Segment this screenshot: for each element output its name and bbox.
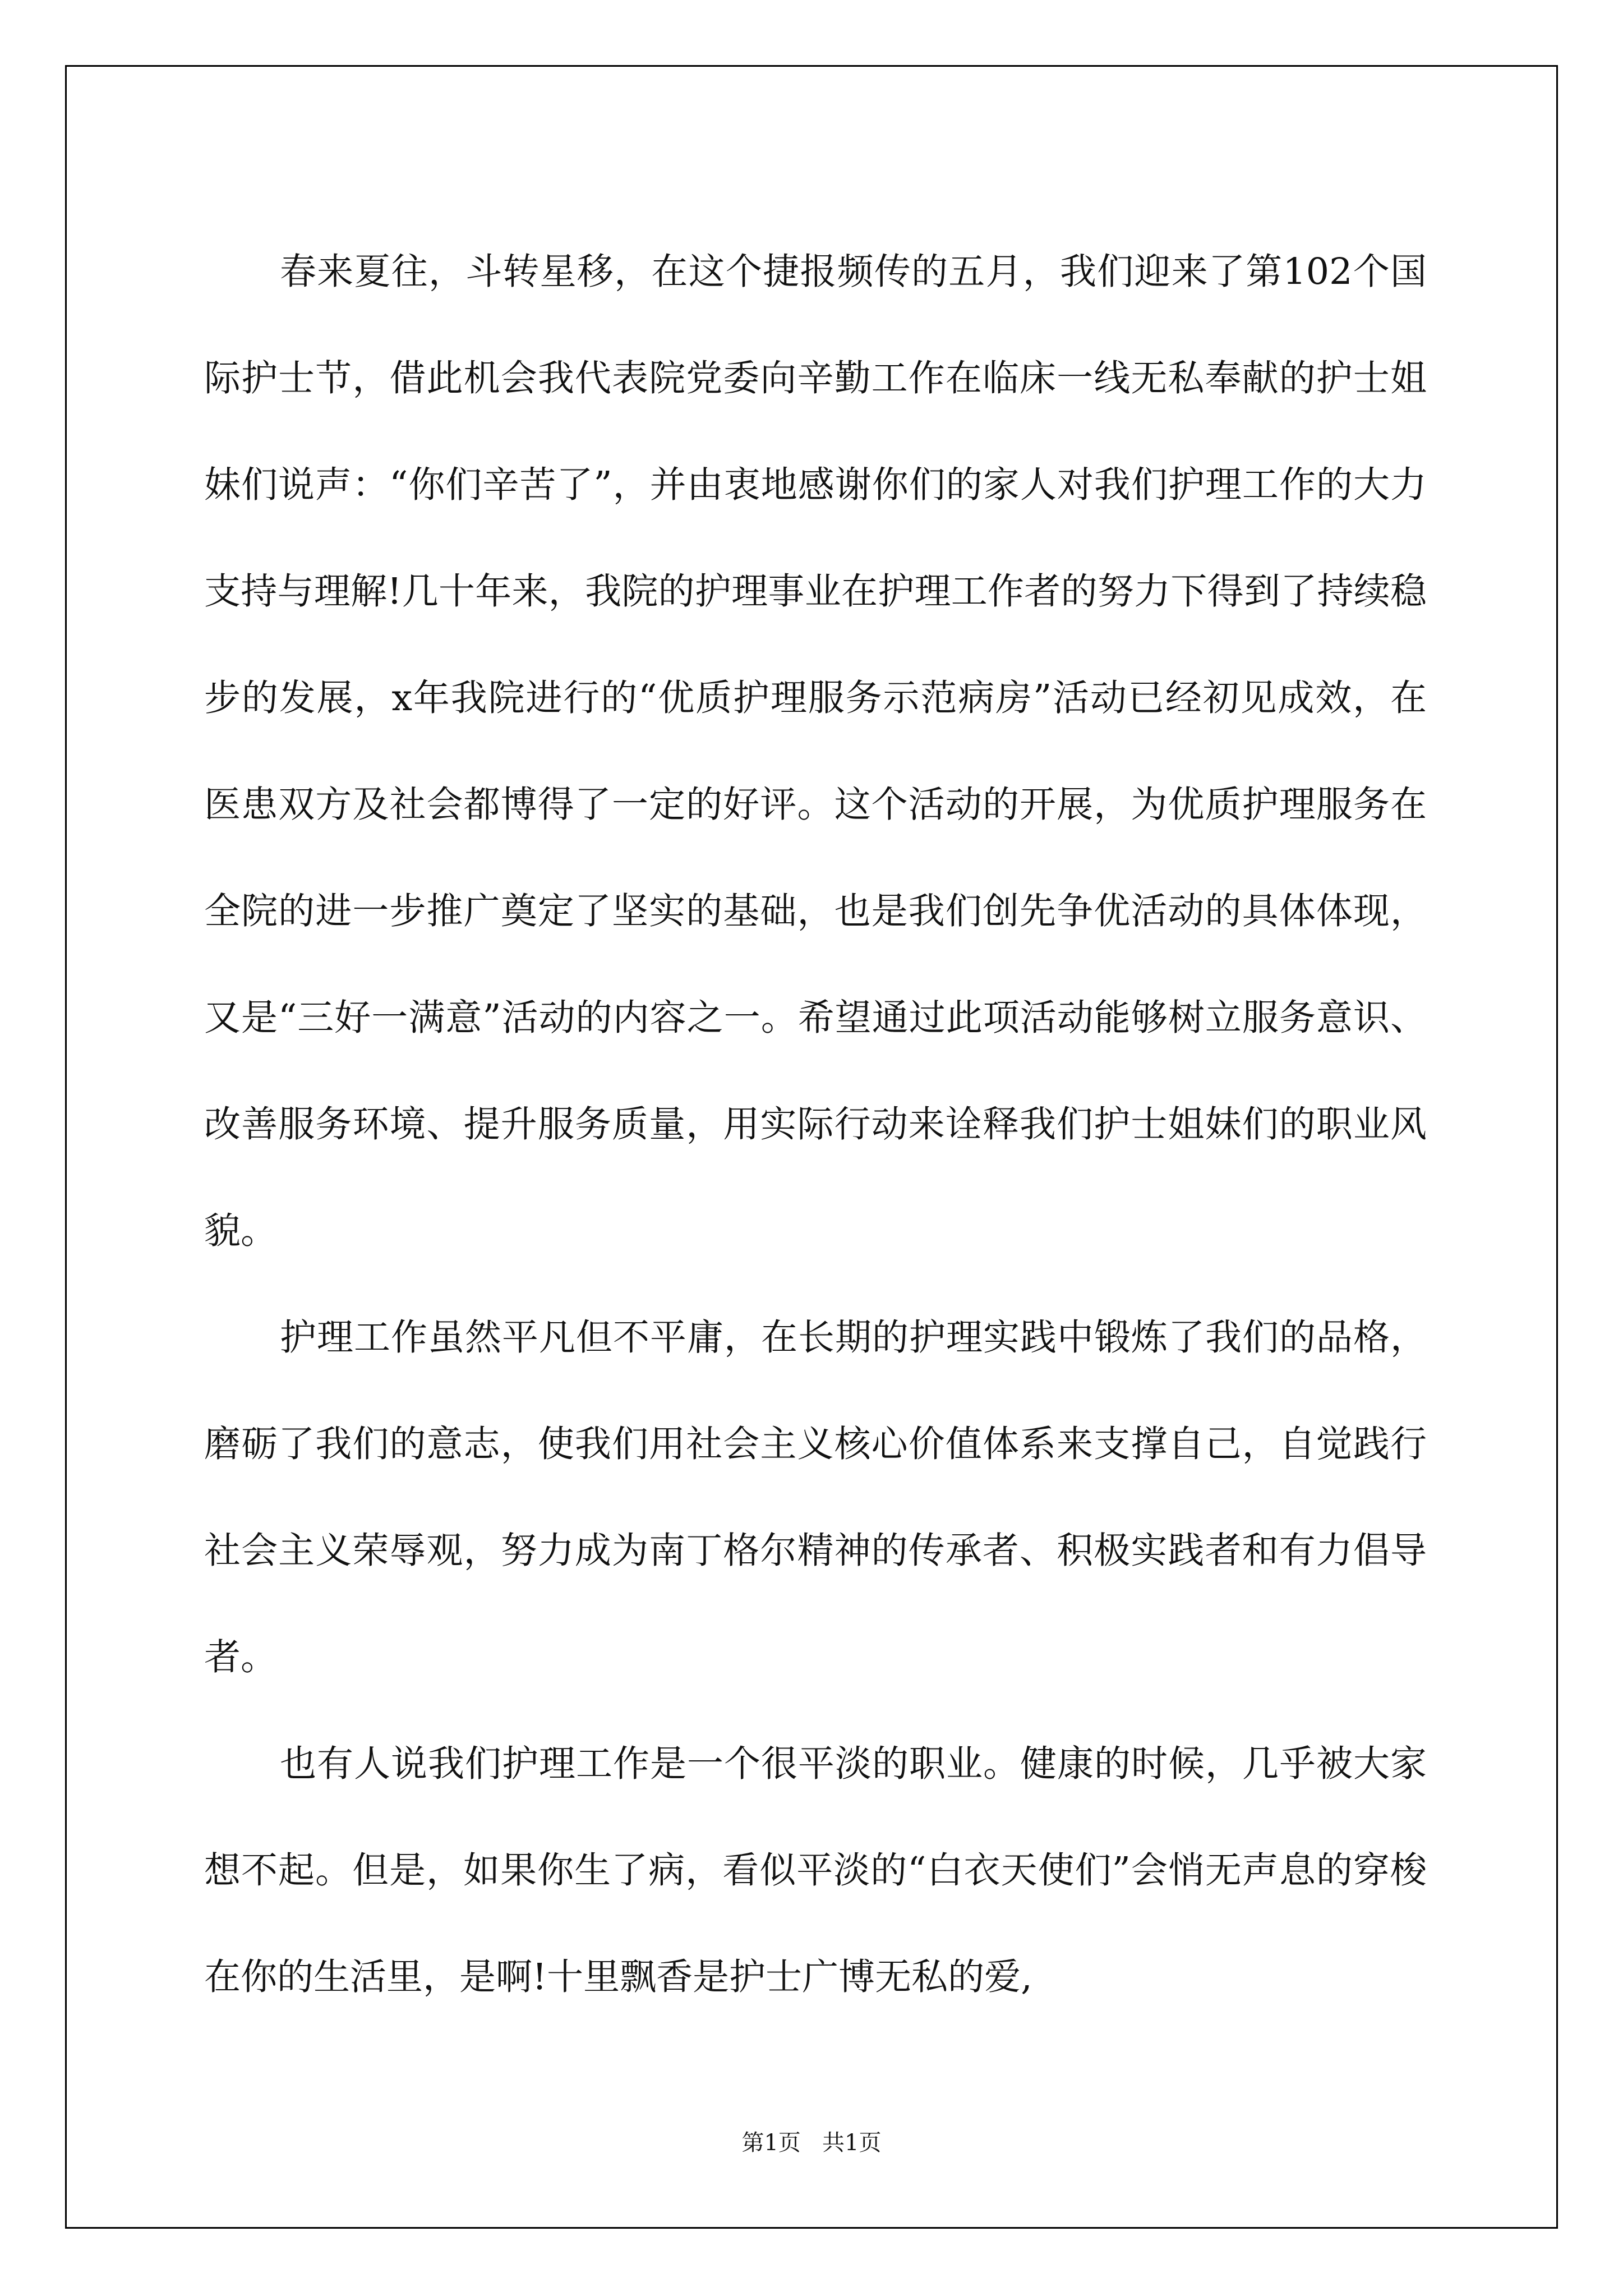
page-footer: 第1页 共1页: [741, 2130, 882, 2156]
paragraph: 春来夏往，斗转星移，在这个捷报频传的五月，我们迎来了第102个国际护士节，借此机会我代表院党委向辛勤工作在临床一线无私奉献的护士姐妹们说声：“你们辛苦了”，并由衷地感谢你们的家人对我们护理工作的大力支持与理解!几十年来，我院的护理事业在护理工作者的努力下得到了持续稳步的发展，x年我院进行的“优质护理服务示范病房”活动已经初见成效，在医患双方及社会都博得了一定的好评。这个活动的开展，为优质护理服务在全院的进一步推广奠定了坚实的基础，也是我们创先争优活动的具体体现，又是“三好一满意”活动的内容之一。希望通过此项活动能够树立服务意识、改善服务环境、提升服务质量，用实际行动来诠释我们护士姐妹们的职业风貌。: [204, 251, 1427, 1252]
paragraph: 护理工作虽然平凡但不平庸，在长期的护理实践中锻炼了我们的品格，磨砺了我们的意志，使我们用社会主义核心价值体系来支撑自己，自觉践行社会主义荣辱观，努力成为南丁格尔精神的传承者、积极实践者和有力倡导者。: [204, 1317, 1427, 1678]
paragraph: 也有人说我们护理工作是一个很平淡的职业。健康的时候，几乎被大家想不起。但是，如果你生了病，看似平淡的“白衣天使们”会悄无声息的穿梭在你的生活里，是啊!十里飘香是护士广博无私的爱,: [204, 1743, 1427, 1998]
document-body: [204, 219, 1427, 2031]
